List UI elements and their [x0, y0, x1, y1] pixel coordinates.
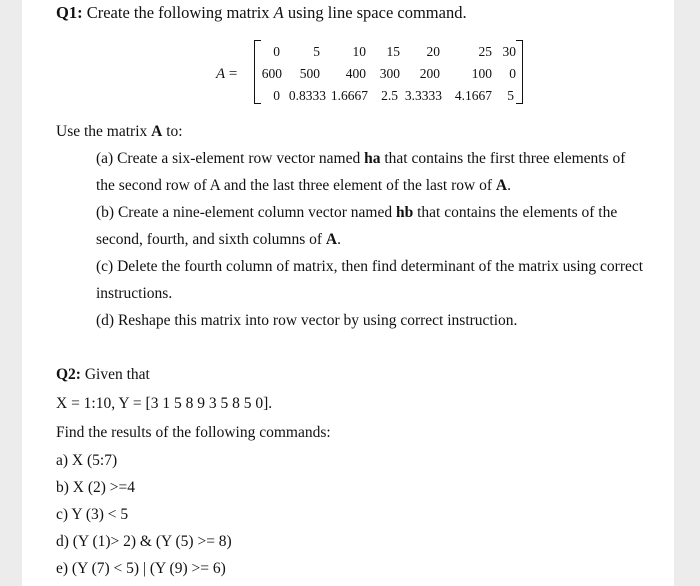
part-c-line-2: instructions.: [96, 285, 173, 302]
part-a-line-2: [96, 177, 511, 195]
part-a-var: ha: [364, 150, 381, 167]
matrix-right-bracket: [516, 40, 523, 104]
matrix-cell: 500: [299, 66, 320, 81]
q2-item: c) Y (3) < 5: [56, 506, 129, 523]
part-d-line-1: (d) Reshape this matrix into row vector by using correct instruction.: [96, 312, 518, 329]
part-a-text: that contains the first three elements of: [384, 150, 626, 167]
matrix-cell: 5: [313, 44, 320, 59]
q2-item: a) X (5:7): [56, 452, 118, 469]
part-b-matrix-name: A: [325, 231, 338, 248]
use-matrix-line: [56, 123, 183, 141]
part-a-matrix-name: A: [495, 177, 508, 194]
matrix-cell: 0: [273, 44, 280, 59]
matrix-cell: 600: [261, 66, 282, 81]
matrix-cell: 100: [471, 66, 492, 81]
matrix-cell: 200: [419, 66, 440, 81]
q2-label: Q2:: [56, 366, 81, 383]
part-b-text: that contains the elements of the: [417, 204, 618, 221]
matrix-cell: 0: [273, 88, 280, 103]
matrix-cell: 0: [509, 66, 516, 81]
q2-given: X = 1:10, Y = [3 1 5 8 9 3 5 8 5 0].: [56, 395, 273, 412]
q2-heading: [56, 366, 150, 384]
matrix-cell: 1.6667: [330, 88, 368, 103]
matrix-lhs: A: [216, 66, 226, 82]
use-suffix: to:: [166, 123, 183, 140]
q2-item: d) (Y (1)> 2) & (Y (5) >= 8): [56, 533, 232, 550]
part-b-line-1: [96, 204, 617, 222]
matrix-equation-label: [216, 66, 237, 83]
matrix-cell: 5: [507, 88, 514, 103]
part-a-period: .: [507, 177, 511, 194]
matrix-cell: 25: [478, 44, 492, 59]
matrix-cell: 2.5: [381, 88, 398, 103]
matrix-cell: 300: [379, 66, 400, 81]
part-a-line-1: [96, 150, 625, 168]
document-page: [22, 0, 674, 586]
matrix-cell: 3.3333: [404, 88, 442, 103]
q2-item: e) (Y (7) < 5) | (Y (9) >= 6): [56, 560, 226, 577]
q2-item: b) X (2) >=4: [56, 479, 136, 496]
use-prefix: Use the matrix: [56, 123, 148, 140]
q1-matrix-name: A: [273, 3, 284, 22]
matrix-cell: 15: [386, 44, 400, 59]
part-b-period: .: [337, 231, 341, 248]
q2-find: Find the results of the following commands:: [56, 424, 331, 441]
q1-heading: [56, 4, 467, 22]
part-c-line-1: (c) Delete the fourth column of matrix, then find determinant of the matrix using correct: [96, 258, 644, 275]
matrix-cell: 400: [345, 66, 366, 81]
use-matrix-name: A: [151, 123, 163, 140]
matrix-cell: 30: [502, 44, 516, 59]
matrix-cell: 0.8333: [288, 88, 326, 103]
q2-intro: Given that: [84, 366, 150, 383]
matrix-equals: =: [228, 66, 238, 82]
part-a-text: (a) Create a six-element row vector named: [96, 150, 361, 167]
q1-label: Q1:: [56, 3, 83, 22]
part-b-var: hb: [395, 204, 414, 221]
part-b-text: second, fourth, and sixth columns of: [96, 231, 323, 248]
matrix-cell: 4.1667: [454, 88, 492, 103]
matrix-cell: 10: [352, 44, 366, 59]
part-b-line-2: [96, 231, 341, 249]
matrix-cell: 20: [426, 44, 440, 59]
q1-text-prefix: Create the following matrix: [86, 3, 270, 22]
part-b-text: (b) Create a nine-element column vector named: [96, 204, 393, 221]
q1-text-suffix: using line space command.: [287, 3, 467, 22]
part-a-text: the second row of A and the last three element of the last row of: [96, 177, 492, 194]
